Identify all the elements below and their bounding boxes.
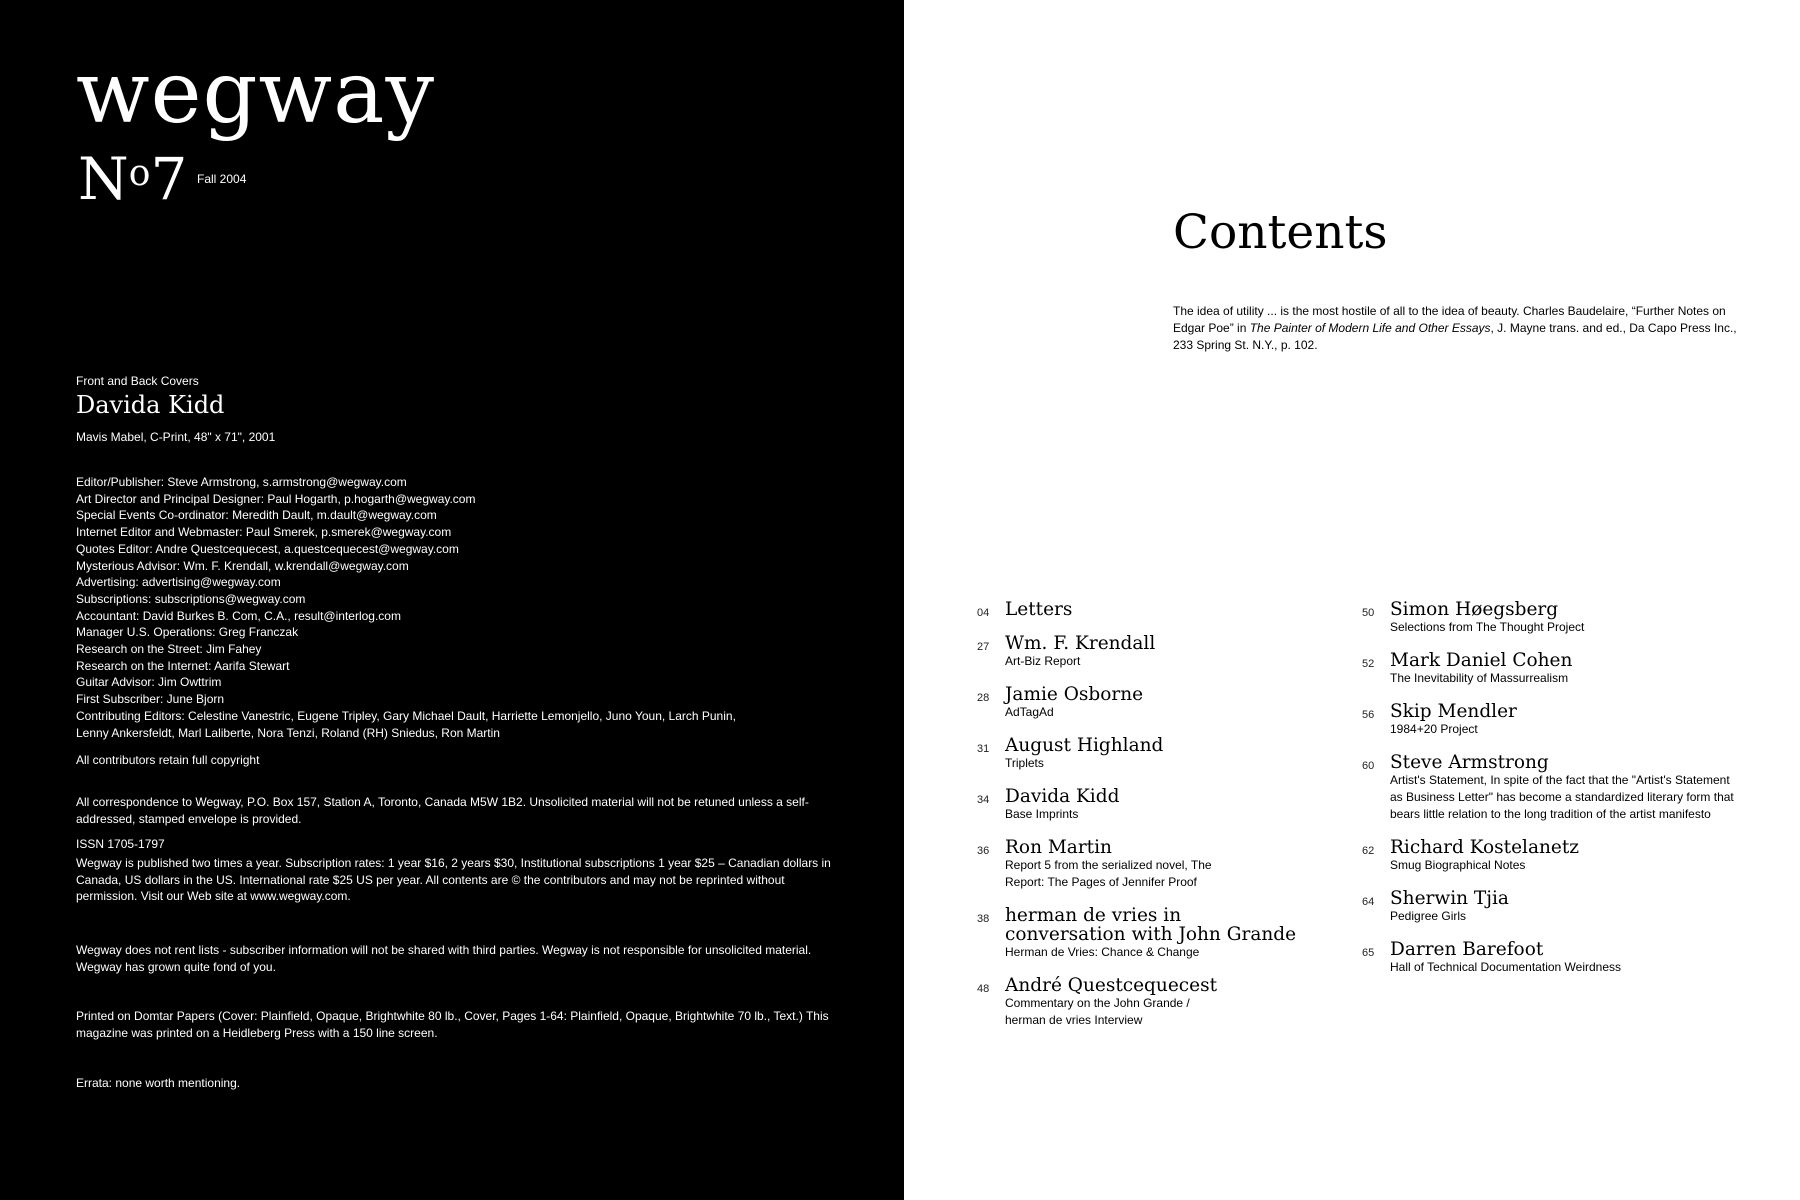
- toc-page-number: 60: [1362, 760, 1375, 772]
- toc-subtitle: Triplets: [1005, 756, 1044, 770]
- quote-text: The idea of utility ... is the most hostile of all to the idea of beauty. Charles Baudelaire, “Further Notes on Edgar Poe” in: [1173, 304, 1726, 335]
- toc-title: Jamie Osborne: [1005, 684, 1144, 705]
- issue-number: [78, 145, 188, 213]
- errata-note: Errata: none worth mentioning.: [76, 1076, 241, 1090]
- correspondence-note: All correspondence to Wegway, P.O. Box 157, Station A, Toronto, Canada M5W 1B2. Unsolicited material will not be retuned unless a self-addressed, stamped envelope is provided.: [76, 795, 809, 826]
- issue-o: o: [128, 153, 151, 194]
- staff-line: Research on the Internet: Aarifa Stewart: [76, 658, 290, 673]
- toc-subtitle: Artist's Statement, In spite of the fact that the "Artist's Statement as Business Letter" has become a standardized literary form that bears little relation to the long tradition of the artist manifesto: [1390, 773, 1734, 821]
- toc-entry: [977, 976, 1317, 1029]
- staff-line: Editor/Publisher: Steve Armstrong, s.armstrong@wegway.com: [76, 475, 407, 489]
- toc-entry: [977, 634, 1317, 670]
- toc-page-number: 27: [977, 641, 990, 653]
- toc-page-number: 04: [977, 607, 990, 619]
- staff-line: Guitar Advisor: Jim Owttrim: [76, 675, 222, 690]
- toc-subtitle: Hall of Technical Documentation Weirdness: [1390, 960, 1622, 974]
- toc-entry: [1362, 753, 1742, 823]
- toc-entry: [1362, 838, 1742, 874]
- toc-page-number: 65: [1362, 947, 1375, 959]
- toc-subtitle: Art-Biz Report: [1005, 654, 1081, 668]
- toc-entry: [977, 736, 1317, 772]
- toc-title: Davida Kidd: [1005, 786, 1120, 807]
- toc-page-number: 50: [1362, 607, 1375, 619]
- staff-line: Quotes Editor: Andre Questcequecest, a.questcequecest@wegway.com: [76, 541, 459, 556]
- toc-page-number: 52: [1362, 658, 1375, 670]
- quote-book-title: The Painter of Modern Life and Other Essays: [1249, 321, 1491, 335]
- toc-page-number: 34: [977, 794, 990, 806]
- toc-entry: [1362, 600, 1742, 636]
- toc-title: Ron Martin: [1005, 837, 1112, 858]
- toc-entry: [1362, 651, 1742, 687]
- toc-title: Mark Daniel Cohen: [1390, 650, 1573, 671]
- toc-title: Steve Armstrong: [1390, 752, 1549, 773]
- toc-title: Simon Høegsberg: [1390, 599, 1559, 620]
- publication-note: Wegway is published two times a year. Subscription rates: 1 year $16, 2 years $30, Institutional subscriptions 1 year $25 – Canadian dollars in Canada, US dollars in the US. International rate $25 US per year. All contents are © the contributors and may not be reprinted without permission. Visit our Web site at www.wegway.com.: [76, 856, 831, 904]
- toc-subtitle: Pedigree Girls: [1390, 909, 1467, 923]
- toc-page-number: 62: [1362, 845, 1375, 857]
- toc-subtitle: Commentary on the John Grande / herman de vries Interview: [1005, 996, 1190, 1027]
- staff-line: Research on the Street: Jim Fahey: [76, 642, 262, 657]
- toc-title: Sherwin Tjia: [1390, 888, 1509, 909]
- toc-subtitle: Base Imprints: [1005, 807, 1079, 821]
- staff-line: Manager U.S. Operations: Greg Franczak: [76, 625, 299, 640]
- toc-subtitle: Report 5 from the serialized novel, The Report: The Pages of Jennifer Proof: [1005, 858, 1212, 889]
- toc-entry: [977, 906, 1317, 961]
- toc-entry: [1362, 940, 1742, 976]
- toc-entry: [977, 600, 1317, 619]
- staff-line: Special Events Co-ordinator: Meredith Dault, m.dault@wegway.com: [76, 508, 437, 523]
- contents-title: Contents: [1173, 205, 1388, 260]
- issn: ISSN 1705-1797: [76, 837, 165, 851]
- cover-artist: Davida Kidd: [76, 391, 225, 419]
- toc-title: Richard Kostelanetz: [1390, 837, 1580, 858]
- issue-num: 7: [150, 145, 188, 213]
- toc-page-number: 28: [977, 692, 990, 704]
- cover-work: Mavis Mabel, C-Print, 48" x 71", 2001: [76, 430, 276, 444]
- toc-entry: [977, 685, 1317, 721]
- toc-title: Letters: [1005, 599, 1073, 620]
- staff-line: Accountant: David Burkes B. Com, C.A., result@interlog.com: [76, 608, 401, 623]
- toc-subtitle: 1984+20 Project: [1390, 722, 1478, 736]
- toc-subtitle: Herman de Vries: Chance & Change: [1005, 945, 1200, 959]
- toc-subtitle: AdTagAd: [1005, 705, 1054, 719]
- toc-page-number: 56: [1362, 709, 1375, 721]
- toc-column-right: [1362, 600, 1742, 991]
- toc-title: Darren Barefoot: [1390, 939, 1544, 960]
- toc-title: August Highland: [1005, 735, 1164, 756]
- issue-season: Fall 2004: [197, 172, 247, 186]
- issue-n: N: [78, 145, 129, 213]
- staff-line: Subscriptions: subscriptions@wegway.com: [76, 591, 306, 606]
- lists-note: Wegway does not rent lists - subscriber information will not be shared with third parties. Wegway is not responsible for unsolicited material. Wegway has grown quite fond of you.: [76, 943, 812, 974]
- epigraph-quote: [1173, 303, 1743, 354]
- toc-entry: [1362, 702, 1742, 738]
- magazine-title: wegway: [76, 43, 436, 143]
- toc-page-number: 64: [1362, 896, 1375, 908]
- staff-line: Advertising: advertising@wegway.com: [76, 575, 281, 590]
- copyright-note: All contributors retain full copyright: [76, 753, 260, 767]
- toc-subtitle: Smug Biographical Notes: [1390, 858, 1526, 872]
- toc-page-number: 38: [977, 913, 990, 925]
- toc-entry: [977, 787, 1317, 823]
- toc-page-number: 31: [977, 743, 990, 755]
- toc-page-number: 36: [977, 845, 990, 857]
- toc-title: herman de vries in conversation with John Grande: [1005, 905, 1297, 945]
- staff-line: Lenny Ankersfeldt, Marl Laliberte, Nora Tenzi, Roland (RH) Sniedus, Ron Martin: [76, 725, 500, 740]
- toc-title: Skip Mendler: [1390, 701, 1517, 722]
- toc-title: André Questcequecest: [1005, 975, 1218, 996]
- staff-line: Mysterious Advisor: Wm. F. Krendall, w.krendall@wegway.com: [76, 558, 409, 573]
- toc-subtitle: The Inevitability of Massurrealism: [1390, 671, 1569, 685]
- toc-column-left: [977, 600, 1317, 1044]
- toc-entry: [1362, 889, 1742, 925]
- toc-page-number: 48: [977, 983, 990, 995]
- toc-entry: [977, 838, 1317, 891]
- toc-title: Wm. F. Krendall: [1005, 633, 1156, 654]
- toc-subtitle: Selections from The Thought Project: [1390, 620, 1585, 634]
- staff-line: Internet Editor and Webmaster: Paul Smerek, p.smerek@wegway.com: [76, 525, 452, 540]
- staff-line: Contributing Editors: Celestine Vanestric, Eugene Tripley, Gary Michael Dault, Harriette Lemonjello, Juno Youn, Larch Punin,: [76, 708, 736, 723]
- printing-note: Printed on Domtar Papers (Cover: Plainfield, Opaque, Brightwhite 80 lb., Cover, Pages 1-64: Plainfield, Opaque, Brightwhite 70 lb., Text.) This magazine was printed on a Heidleberg Press with a 150 line screen.: [76, 1009, 829, 1040]
- staff-line: Art Director and Principal Designer: Paul Hogarth, p.hogarth@wegway.com: [76, 491, 476, 506]
- quote-citation: , J. Mayne trans. and ed., Da Capo Press Inc., 233 Spring St. N.Y., p. 102.: [1173, 321, 1737, 352]
- staff-list: [76, 474, 836, 741]
- cover-label: Front and Back Covers: [76, 374, 199, 388]
- staff-line: First Subscriber: June Bjorn: [76, 692, 225, 707]
